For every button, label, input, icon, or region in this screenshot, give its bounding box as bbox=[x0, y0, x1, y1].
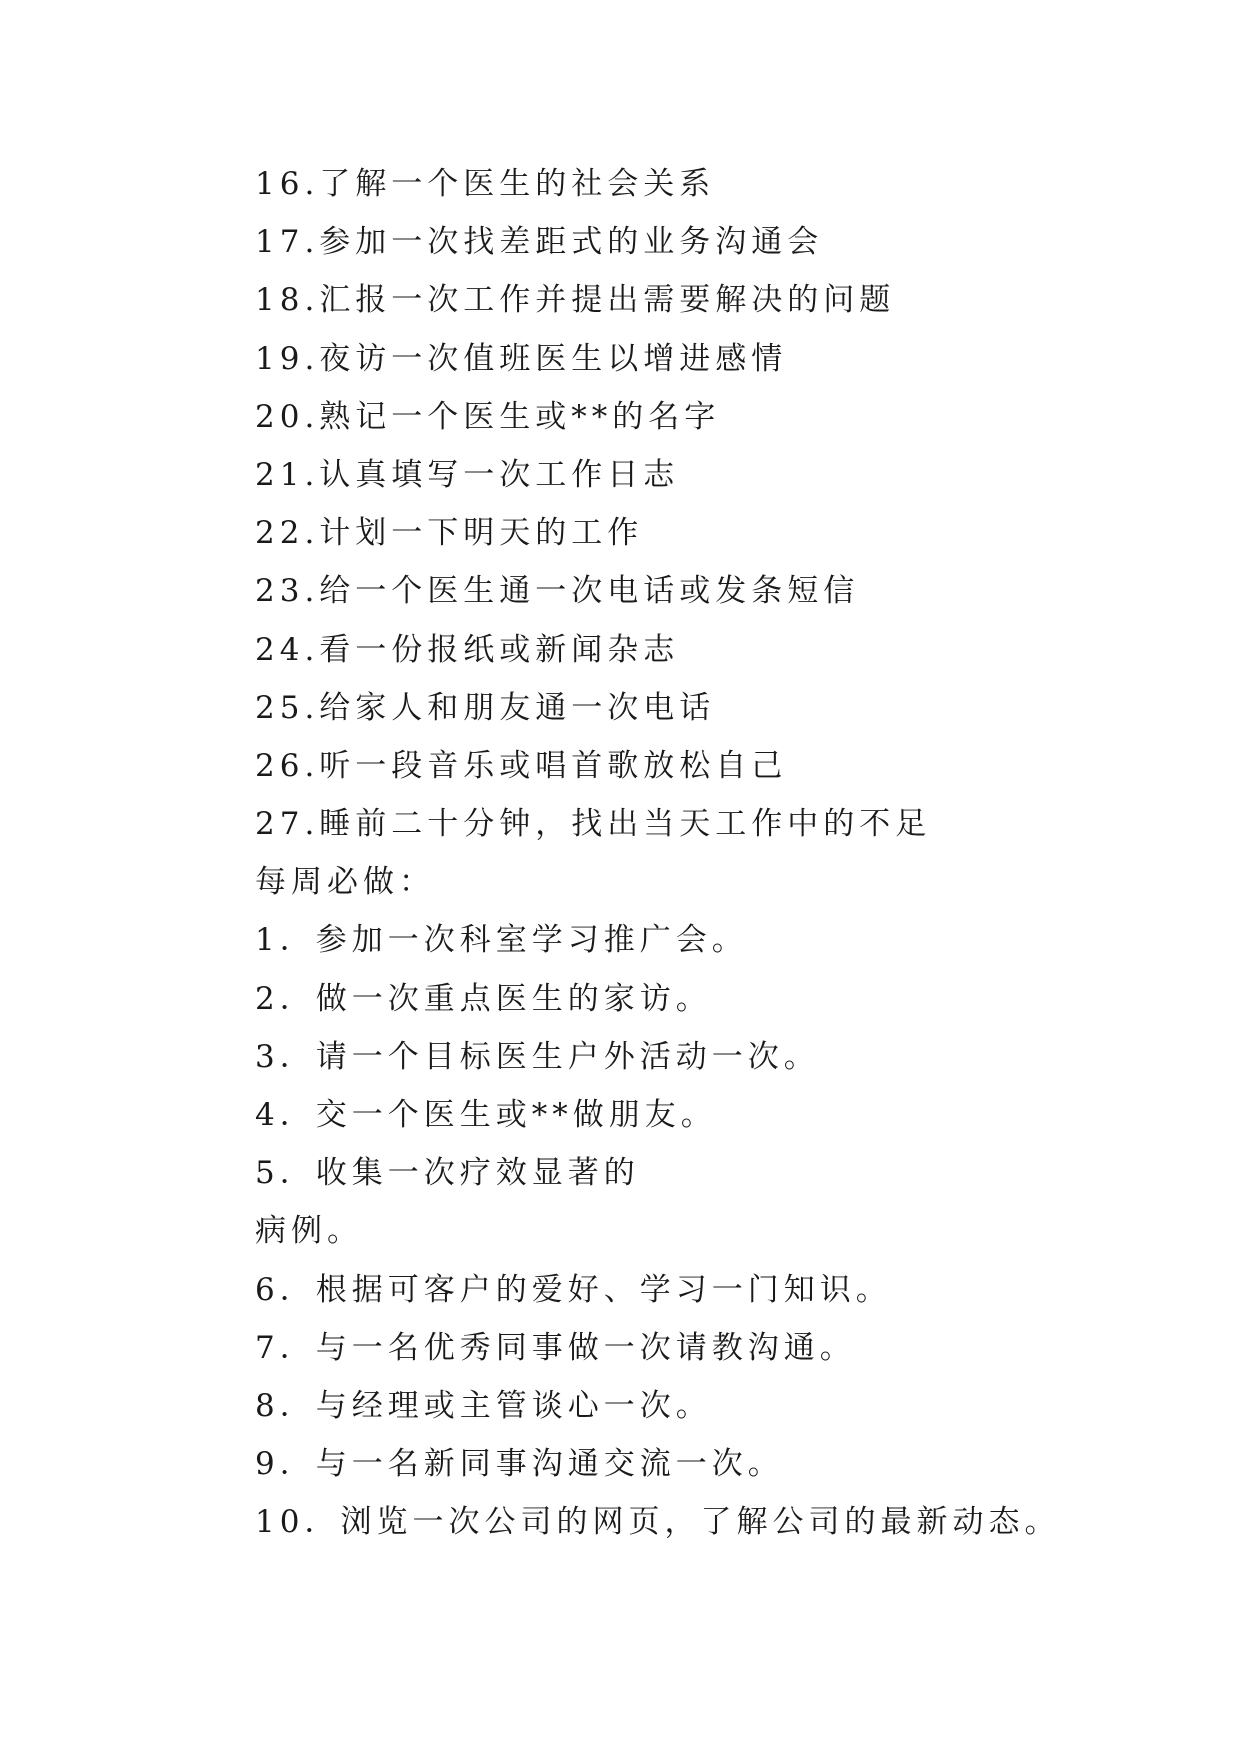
list-item-24: 24.看一份报纸或新闻杂志 bbox=[255, 631, 680, 668]
weekly-item-9: 9．与一名新同事沟通交流一次。 bbox=[255, 1446, 784, 1483]
list-item-22: 22.计划一下明天的工作 bbox=[255, 515, 644, 552]
weekly-item-5-continued: 病例。 bbox=[255, 1213, 363, 1250]
weekly-item-3: 3．请一个目标医生户外活动一次。 bbox=[255, 1038, 820, 1075]
weekly-item-4: 4．交一个医生或**做朋友。 bbox=[255, 1097, 717, 1133]
weekly-item-6: 6．根据可客户的爱好、学习一门知识。 bbox=[255, 1271, 892, 1308]
weekly-item-7: 7．与一名优秀同事做一次请教沟通。 bbox=[255, 1329, 856, 1366]
weekly-item-1: 1．参加一次科室学习推广会。 bbox=[255, 922, 748, 959]
list-item-27: 27.睡前二十分钟，找出当天工作中的不足 bbox=[255, 806, 932, 843]
list-item-20: 20.熟记一个医生或**的名字 bbox=[255, 398, 721, 435]
weekly-item-2: 2．做一次重点医生的家访。 bbox=[255, 980, 712, 1017]
weekly-item-5: 5．收集一次疗效显著的 bbox=[255, 1155, 640, 1192]
list-item-18: 18.汇报一次工作并提出需要解决的问题 bbox=[255, 282, 896, 319]
document-body bbox=[255, 155, 1155, 1552]
list-item-16: 16.了解一个医生的社会关系 bbox=[255, 166, 716, 202]
weekly-item-8: 8．与经理或主管谈心一次。 bbox=[255, 1387, 712, 1424]
list-item-19: 19.夜访一次值班医生以增进感情 bbox=[255, 340, 788, 377]
list-item-26: 26.听一段音乐或唱首歌放松自己 bbox=[255, 747, 788, 784]
list-item-17: 17.参加一次找差距式的业务沟通会 bbox=[255, 224, 824, 261]
section-heading-weekly: 每周必做： bbox=[255, 864, 435, 901]
list-item-25: 25.给家人和朋友通一次电话 bbox=[255, 689, 716, 726]
list-item-23: 23.给一个医生通一次电话或发条短信 bbox=[255, 573, 860, 610]
list-item-21: 21.认真填写一次工作日志 bbox=[255, 456, 680, 493]
weekly-item-10: 10．浏览一次公司的网页，了解公司的最新动态。 bbox=[255, 1504, 1061, 1541]
